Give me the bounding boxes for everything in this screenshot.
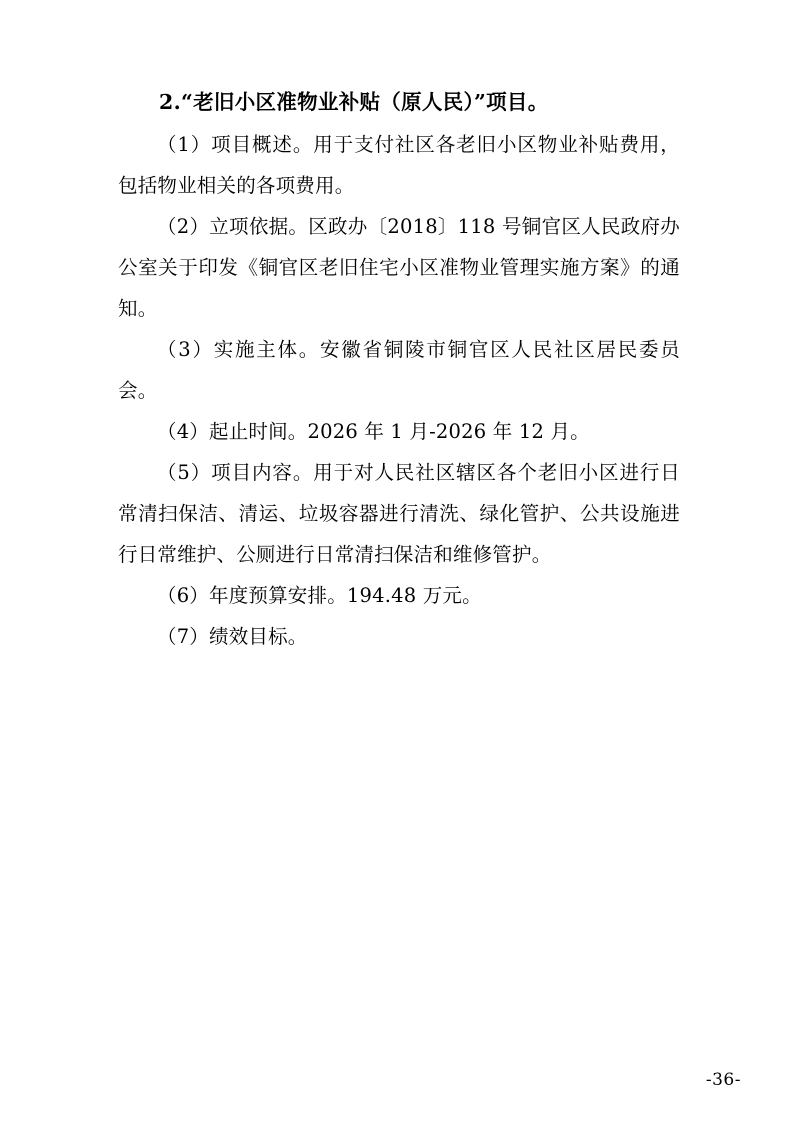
paragraph-4: （4）起止时间。2026 年 1 月-2026 年 12 月。 [157,420,590,443]
paragraph-7: （7）绩效目标。 [157,625,308,648]
paragraph-3: （3）实施主体。安徽省铜陵市铜官区人民社区居民委员会。 [118,338,680,402]
section-heading: 2.“老旧小区准物业补贴（原人民）”项目。 [159,90,549,114]
page-content [118,82,680,657]
paragraph-2: （2）立项依据。区政办〔2018〕118 号铜官区人民政府办公室关于印发《铜官区老旧住宅小区准物业管理实施方案》的通知。 [118,215,680,320]
page-number: -36- [705,1070,741,1090]
paragraph-5: （5）项目内容。用于对人民社区辖区各个老旧小区进行日常清扫保洁、清运、垃圾容器进行清洗、绿化管护、公共设施进行日常维护、公厕进行日常清扫保洁和维修管护。 [118,461,680,566]
paragraph-1: （1）项目概述。用于支付社区各老旧小区物业补贴费用，包括物业相关的各项费用。 [118,133,680,197]
paragraph-6: （6）年度预算安排。194.48 万元。 [157,584,482,607]
